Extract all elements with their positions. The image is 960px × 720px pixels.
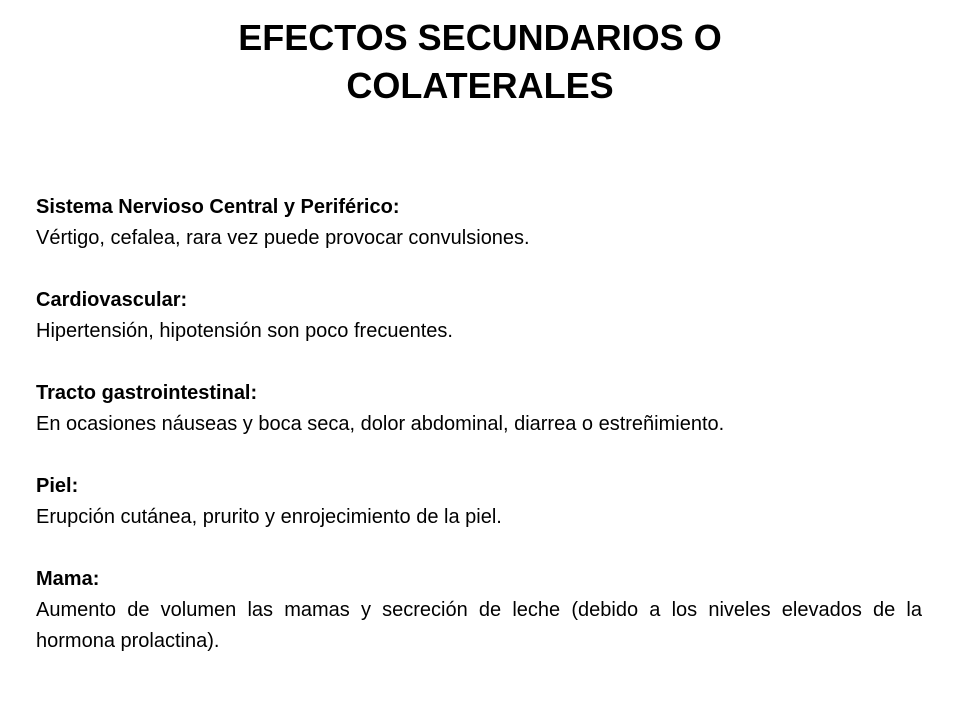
section-nervous-system bbox=[36, 192, 922, 254]
section-cardiovascular bbox=[36, 285, 922, 347]
section-breast bbox=[36, 564, 922, 657]
slide-title bbox=[0, 14, 960, 110]
section-text: Vértigo, cefalea, rara vez puede provocar convulsiones. bbox=[36, 227, 530, 249]
section-skin bbox=[36, 471, 922, 533]
section-heading: Tracto gastrointestinal: bbox=[36, 382, 258, 404]
section-heading: Cardiovascular: bbox=[36, 289, 188, 311]
section-heading: Mama: bbox=[36, 568, 100, 590]
section-heading: Sistema Nervioso Central y Periférico: bbox=[36, 196, 400, 218]
section-text: Erupción cutánea, prurito y enrojecimiento de la piel. bbox=[36, 506, 502, 528]
section-text: Hipertensión, hipotensión son poco frecuentes. bbox=[36, 320, 453, 342]
slide-content bbox=[36, 192, 922, 657]
slide-title-line-1: EFECTOS SECUNDARIOS O bbox=[238, 17, 722, 58]
section-heading: Piel: bbox=[36, 475, 79, 497]
section-text: En ocasiones náuseas y boca seca, dolor abdominal, diarrea o estreñimiento. bbox=[36, 413, 725, 435]
section-gastrointestinal bbox=[36, 378, 922, 440]
slide-title-line-2: COLATERALES bbox=[346, 65, 614, 106]
section-text: Aumento de volumen las mamas y secreción de leche (debido a los niveles elevados de la hormona prolactina). bbox=[36, 599, 922, 652]
